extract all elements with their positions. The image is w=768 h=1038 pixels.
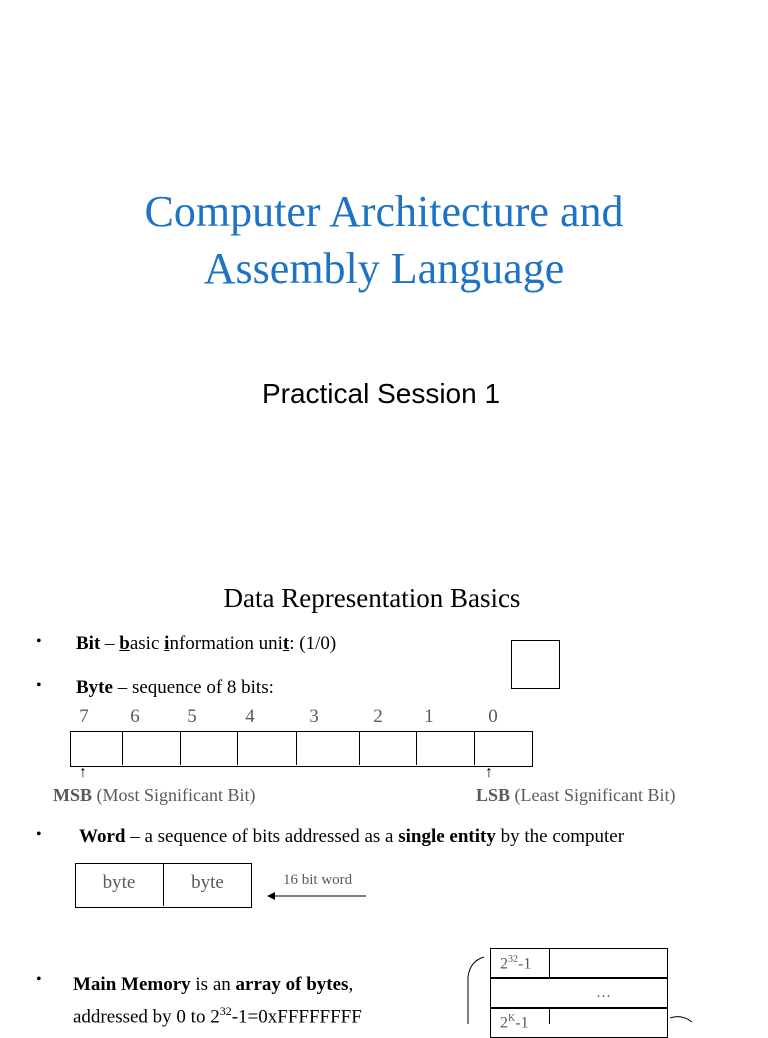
bullet-dot: • bbox=[36, 826, 42, 843]
memory-brace-right-icon bbox=[668, 1010, 698, 1024]
byte-cell-divider bbox=[237, 731, 238, 765]
word-arrow-icon bbox=[266, 889, 368, 903]
memory-bold: array of bytes bbox=[235, 974, 349, 995]
lsb-abbrev: LSB bbox=[476, 785, 511, 805]
memory-addr-bottom-base: 2 bbox=[500, 1014, 508, 1032]
msb-arrow-icon: ↑ bbox=[79, 764, 87, 781]
bit-number: 5 bbox=[187, 706, 197, 727]
memory-term: Main Memory bbox=[73, 974, 191, 995]
memory-addr-top-sup: 32 bbox=[508, 954, 518, 965]
bullet-memory bbox=[73, 971, 362, 1030]
memory-brace-left-icon bbox=[458, 955, 490, 1024]
bit-number: 2 bbox=[373, 706, 383, 727]
lsb-arrow-icon: ↑ bbox=[485, 764, 493, 781]
bit-text-3: : (1/0) bbox=[289, 633, 337, 654]
bit-number: 0 bbox=[488, 706, 498, 727]
memory-line-2 bbox=[73, 998, 362, 1030]
msb-abbrev: MSB bbox=[53, 785, 93, 805]
bullet-word bbox=[79, 826, 624, 848]
word-byte-cell: byte bbox=[102, 872, 136, 893]
bullet-dot: • bbox=[36, 971, 42, 988]
word-term: Word bbox=[79, 826, 126, 847]
byte-cell-divider bbox=[180, 731, 181, 765]
memory-line-1 bbox=[73, 971, 362, 998]
bit-text-1: asic bbox=[129, 633, 165, 654]
memory-column-divider bbox=[549, 948, 550, 978]
single-bit-box bbox=[511, 640, 560, 689]
bit-letter-b: b bbox=[119, 633, 130, 654]
bit-dash: – bbox=[100, 633, 120, 654]
memory-addr-top-post: -1 bbox=[518, 955, 532, 973]
byte-desc: – sequence of 8 bits: bbox=[112, 677, 274, 698]
byte-cell-divider bbox=[416, 731, 417, 765]
section-heading: Data Representation Basics bbox=[223, 583, 521, 613]
bit-letter-t: t bbox=[282, 633, 290, 654]
bit-number: 6 bbox=[130, 706, 140, 727]
bit-number: 7 bbox=[79, 706, 89, 727]
bullet-bit bbox=[76, 633, 336, 655]
byte-cell-divider bbox=[359, 731, 360, 765]
word-bold: single entity bbox=[398, 826, 496, 847]
memory-cell-middle bbox=[490, 978, 668, 1008]
memory-range-sup: 32 bbox=[219, 1004, 232, 1018]
msb-label bbox=[53, 785, 256, 806]
bit-number: 1 bbox=[424, 706, 434, 727]
memory-addr-top bbox=[500, 954, 531, 973]
memory-addr-bottom bbox=[500, 1013, 529, 1032]
word-desc-2: by the computer bbox=[495, 826, 625, 847]
slide-title bbox=[0, 183, 768, 297]
memory-desc-2: , bbox=[348, 974, 354, 995]
slide-title-line1: Computer Architecture and bbox=[144, 187, 624, 236]
memory-range-post: -1=0xFFFFFFFF bbox=[231, 1006, 362, 1028]
byte-term: Byte bbox=[76, 677, 113, 698]
word-desc-1: – a sequence of bits addressed as a bbox=[125, 826, 399, 847]
memory-addr-bottom-sup: K bbox=[508, 1013, 516, 1024]
byte-cell-divider bbox=[474, 731, 475, 765]
bit-text-2: nformation uni bbox=[169, 633, 283, 654]
memory-ellipsis: … bbox=[596, 985, 611, 1001]
memory-range-pre: addressed by 0 to 2 bbox=[73, 1006, 220, 1028]
bit-number: 4 bbox=[245, 706, 255, 727]
slide-subtitle: Practical Session 1 bbox=[261, 378, 501, 409]
memory-column-divider bbox=[549, 1008, 550, 1024]
byte-cell-divider bbox=[296, 731, 297, 765]
word-byte-cell: byte bbox=[191, 872, 224, 893]
byte-cell-divider bbox=[122, 731, 123, 765]
bit-term: Bit bbox=[76, 633, 101, 654]
bit-number: 3 bbox=[309, 706, 319, 727]
msb-desc: (Most Significant Bit) bbox=[92, 785, 256, 805]
lsb-desc: (Least Significant Bit) bbox=[510, 785, 676, 805]
bit-letter-i: i bbox=[164, 633, 170, 654]
memory-desc-1: is an bbox=[190, 974, 236, 995]
bullet-dot: • bbox=[36, 633, 42, 650]
lsb-label bbox=[476, 785, 676, 806]
bullet-dot: • bbox=[36, 677, 42, 694]
byte-diagram bbox=[70, 731, 533, 767]
bullet-byte bbox=[76, 677, 274, 699]
memory-addr-bottom-post: -1 bbox=[515, 1014, 529, 1032]
memory-addr-top-base: 2 bbox=[500, 955, 508, 973]
word-arrow-label: 16 bit word bbox=[283, 872, 353, 888]
slide-title-line2: Assembly Language bbox=[203, 244, 565, 293]
